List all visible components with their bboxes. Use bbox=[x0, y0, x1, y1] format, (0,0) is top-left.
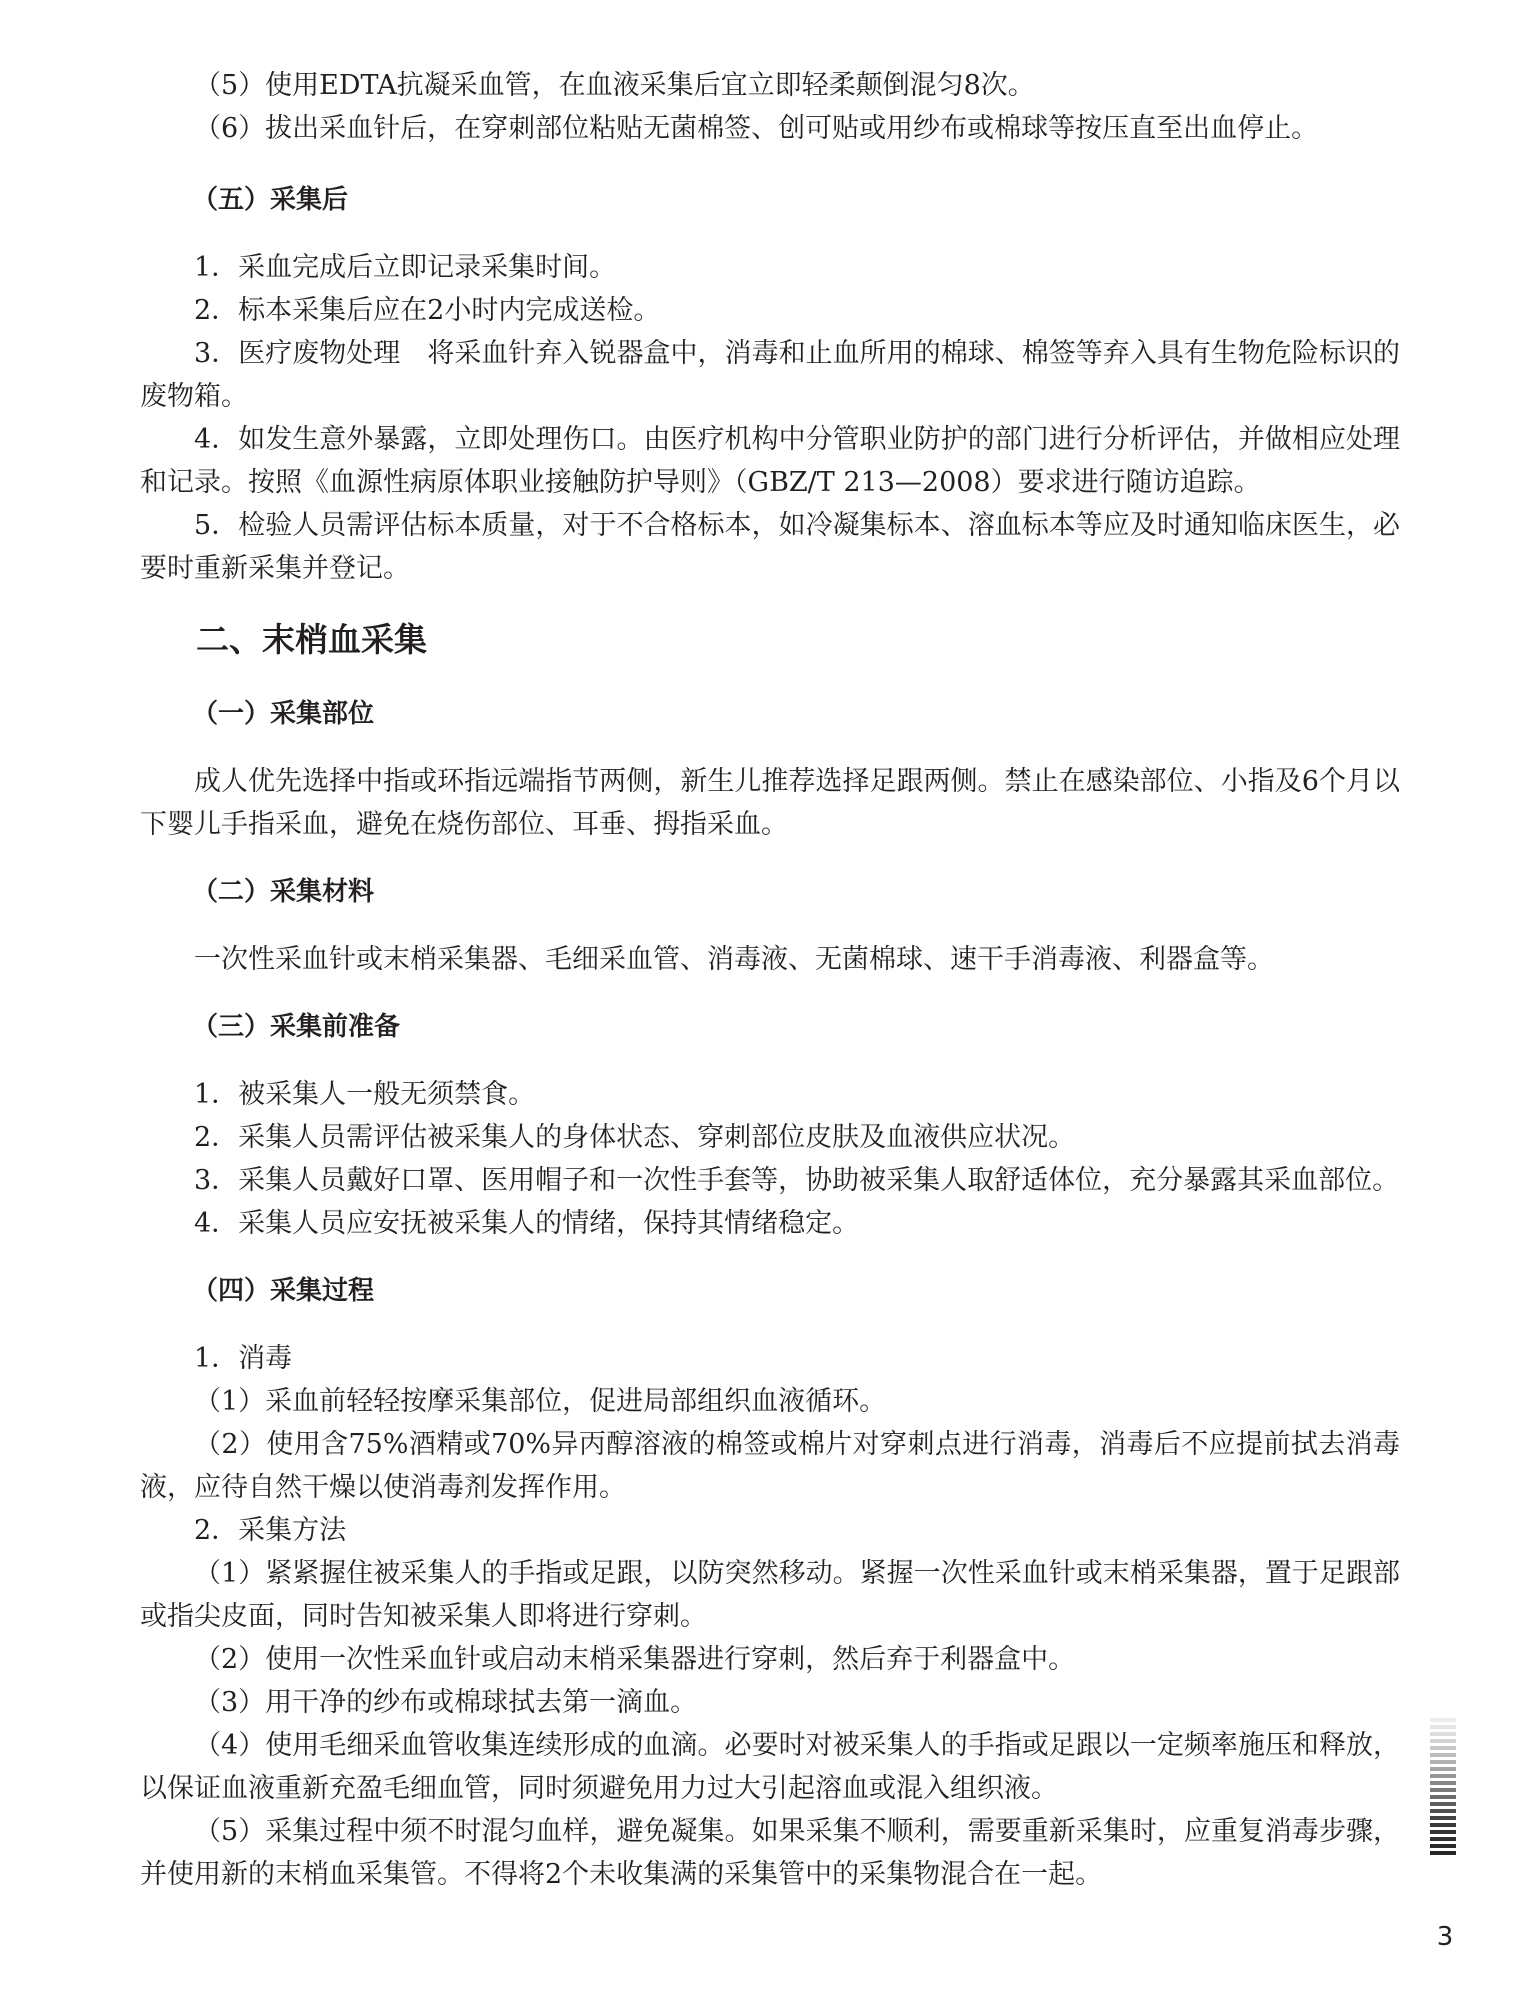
page-edge-marker bbox=[1430, 1718, 1456, 1858]
heading-after-collection: （五）采集后 bbox=[192, 185, 349, 215]
process-item-1: 1．消毒 bbox=[194, 1343, 293, 1374]
process-item-8: （4）使用毛细采血管收集连续形成的血滴。必要时对被采集人的手指或足跟以一定频率施压和释放，以保证血液重新充盈毛细血管，同时须避免用力过大引起溶血或混入组织液。 bbox=[140, 1730, 1400, 1804]
page-number: 3 bbox=[1436, 1922, 1454, 1952]
after-item-4: 4．如发生意外暴露，立即处理伤口。由医疗机构中分管职业防护的部门进行分析评估，并做相应处理和记录。按照《血源性病原体职业接触防护导则》（GBZ/T 213—2008）要求进行随访追踪。 bbox=[140, 424, 1400, 498]
paragraph-item-5: （5）使用EDTA抗凝采血管，在血液采集后宜立即轻柔颠倒混匀8次。 bbox=[194, 70, 1035, 101]
process-item-9: （5）采集过程中须不时混匀血样，避免凝集。如果采集不顺利，需要重新采集时，应重复消毒步骤，并使用新的末梢血采集管。不得将2个未收集满的采集管中的采集物混合在一起。 bbox=[140, 1816, 1400, 1890]
process-item-2: （1）采血前轻轻按摩采集部位，促进局部组织血液循环。 bbox=[194, 1386, 887, 1417]
prep-item-2: 2．采集人员需评估被采集人的身体状态、穿刺部位皮肤及血液供应状况。 bbox=[194, 1122, 1076, 1153]
process-item-5: （1）紧紧握住被采集人的手指或足跟，以防突然移动。紧握一次性采血针或末梢采集器，置于足跟部或指尖皮面，同时告知被采集人即将进行穿刺。 bbox=[140, 1558, 1400, 1632]
section-title: 二、末梢血采集 bbox=[196, 620, 427, 659]
after-item-1: 1．采血完成后立即记录采集时间。 bbox=[194, 252, 617, 283]
site-text: 成人优先选择中指或环指远端指节两侧，新生儿推荐选择足跟两侧。禁止在感染部位、小指及6个月以下婴儿手指采血，避免在烧伤部位、耳垂、拇指采血。 bbox=[140, 766, 1400, 840]
heading-preparation: （三）采集前准备 bbox=[192, 1012, 401, 1042]
prep-item-3: 3．采集人员戴好口罩、医用帽子和一次性手套等，协助被采集人取舒适体位，充分暴露其采血部位。 bbox=[194, 1165, 1400, 1196]
process-item-3: （2）使用含75%酒精或70%异丙醇溶液的棉签或棉片对穿刺点进行消毒，消毒后不应提前拭去消毒液，应待自然干燥以使消毒剂发挥作用。 bbox=[140, 1429, 1400, 1503]
materials-text: 一次性采血针或末梢采集器、毛细采血管、消毒液、无菌棉球、速干手消毒液、利器盒等。 bbox=[194, 944, 1274, 975]
prep-item-1: 1．被采集人一般无须禁食。 bbox=[194, 1079, 536, 1110]
heading-site: （一）采集部位 bbox=[192, 699, 375, 729]
page-content bbox=[140, 64, 1400, 1896]
after-item-2: 2．标本采集后应在2小时内完成送检。 bbox=[194, 295, 661, 326]
process-item-7: （3）用干净的纱布或棉球拭去第一滴血。 bbox=[194, 1687, 698, 1718]
process-item-6: （2）使用一次性采血针或启动末梢采集器进行穿刺，然后弃于利器盒中。 bbox=[194, 1644, 1076, 1675]
paragraph-item-6: （6）拔出采血针后，在穿刺部位粘贴无菌棉签、创可贴或用纱布或棉球等按压直至出血停止。 bbox=[194, 113, 1319, 144]
prep-item-4: 4．采集人员应安抚被采集人的情绪，保持其情绪稳定。 bbox=[194, 1208, 860, 1239]
after-item-3: 3．医疗废物处理 将采血针弃入锐器盒中，消毒和止血所用的棉球、棉签等弃入具有生物危险标识的废物箱。 bbox=[140, 338, 1400, 412]
process-item-4: 2．采集方法 bbox=[194, 1515, 347, 1546]
heading-process: （四）采集过程 bbox=[192, 1276, 375, 1306]
heading-materials: （二）采集材料 bbox=[192, 877, 375, 907]
after-item-5: 5．检验人员需评估标本质量，对于不合格标本，如冷凝集标本、溶血标本等应及时通知临床医生，必要时重新采集并登记。 bbox=[140, 510, 1400, 584]
